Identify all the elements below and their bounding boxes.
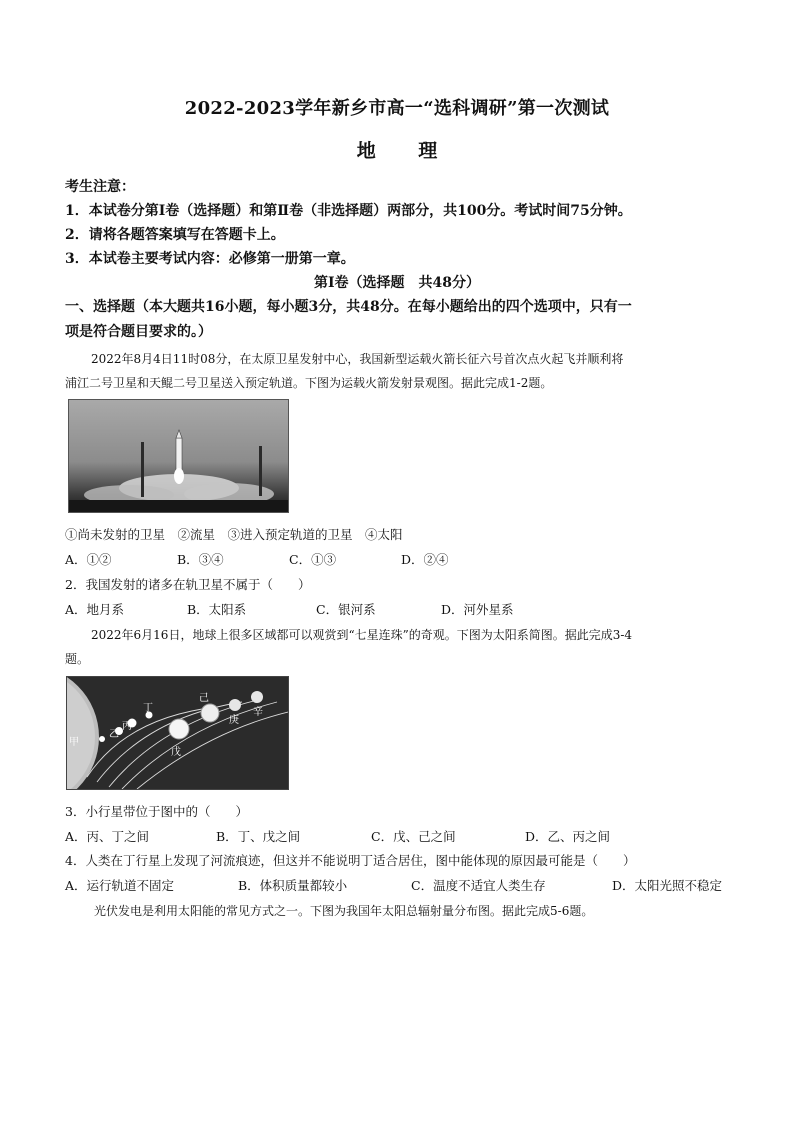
solar-system-diagram: [66, 676, 289, 790]
notice-heading: 考生注意：: [65, 179, 135, 195]
planet-label-ji: 己: [199, 693, 209, 704]
section-heading: 第Ⅰ卷（选择题 共48分）: [313, 275, 481, 291]
rocket-launch-photo: [68, 399, 289, 513]
option-b[interactable]: B．③④: [177, 552, 224, 567]
option-d[interactable]: D．河外星系: [441, 602, 514, 617]
question-stem: 2．我国发射的诸多在轨卫星不属于（ ）: [65, 577, 311, 592]
option-a[interactable]: A．丙、丁之间: [65, 829, 150, 844]
option-c[interactable]: C．①③: [289, 552, 337, 567]
planet-label-wu: 戊: [171, 747, 181, 758]
planet-mark: [251, 691, 263, 703]
section-instruction: 一、选择题（本大题共16小题，每小题3分，共48分。在每小题给出的四个选项中，只有一: [65, 299, 632, 315]
planet-label-bing: 丙: [122, 721, 132, 732]
option-b[interactable]: B．太阳系: [187, 602, 247, 617]
planet-label-yi: 乙: [109, 729, 119, 740]
exam-title: 2022-2023学年新乡市高一“选科调研”第一次测试: [184, 98, 610, 119]
planet-label-jia: 甲: [69, 737, 79, 748]
option-b[interactable]: B．体积质量都较小: [238, 878, 348, 893]
option-c[interactable]: C．银河系: [316, 602, 376, 617]
option-a[interactable]: A．①②: [65, 552, 112, 567]
notice-item: 1．本试卷分第Ⅰ卷（选择题）和第Ⅱ卷（非选择题）两部分，共100分。考试时间75分钟。: [65, 203, 632, 219]
planet-mark: [169, 719, 189, 739]
option-d[interactable]: D．乙、丙之间: [525, 829, 611, 844]
solar-system-figure: [67, 677, 288, 789]
option-b[interactable]: B．丁、戊之间: [216, 829, 301, 844]
option-d[interactable]: D．太阳光照不稳定: [612, 878, 723, 893]
planet-mark: [99, 736, 105, 742]
option-c[interactable]: C．温度不适宜人类生存: [411, 878, 546, 893]
planet-mark: [201, 704, 219, 722]
planet-label-ding: 丁: [143, 703, 153, 714]
planet-label-xin: 辛: [253, 707, 263, 718]
question-stem: 4．人类在丁行星上发现了河流痕迹，但这并不能说明丁适合居住，图中能体现的原因最可能是（ ）: [65, 853, 636, 868]
option-a[interactable]: A．地月系: [65, 602, 125, 617]
notice-item: 3．本试卷主要考试内容：必修第一册第一章。: [65, 251, 355, 267]
notice-item: 2．请将各题答案填写在答题卡上。: [65, 227, 285, 243]
option-d[interactable]: D．②④: [401, 552, 449, 567]
passage-text: 浦江二号卫星和天鲲二号卫星送入预定轨道。下图为运载火箭发射景观图。据此完成1-2题。: [65, 376, 553, 390]
planet-mark: [229, 699, 241, 711]
passage-text: 题。: [65, 652, 90, 666]
question-stem: 3．小行星带位于图中的（ ）: [65, 804, 248, 819]
passage-text: 2022年6月16日，地球上很多区域都可以观赏到“七星连珠”的奇观。下图为太阳系简图。据此完成3-4: [91, 628, 633, 642]
rocket-launch-image: [69, 400, 288, 512]
option-c[interactable]: C．戊、己之间: [371, 829, 456, 844]
section-instruction: 项是符合题目要求的。）: [65, 324, 212, 340]
subject-title: 地 理: [356, 140, 456, 162]
passage-text: 2022年8月4日11时08分，在太原卫星发射中心，我国新型运载火箭长征六号首次点火起飞并顺利将: [91, 352, 624, 366]
planet-label-geng: 庚: [229, 715, 239, 726]
question-stem: ①尚未发射的卫星 ②流星 ③进入预定轨道的卫星 ④太阳: [65, 527, 403, 542]
passage-text: 光伏发电是利用太阳能的常见方式之一。下图为我国年太阳总辐射量分布图。据此完成5-6题。: [94, 904, 594, 918]
option-a[interactable]: A．运行轨道不固定: [65, 878, 175, 893]
